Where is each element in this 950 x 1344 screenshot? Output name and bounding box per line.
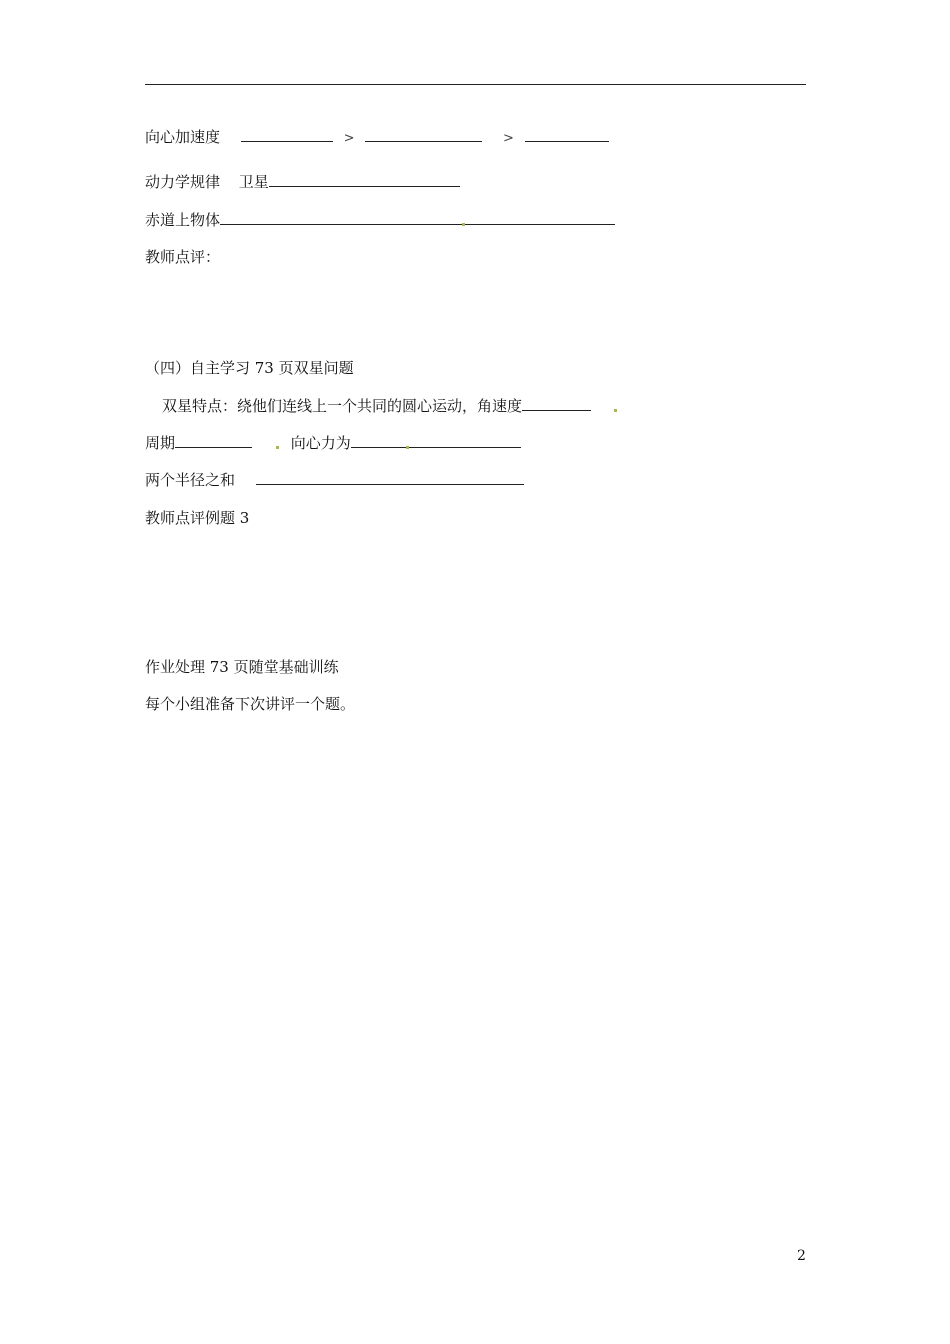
homework-line: 作业处理 73 页随堂基础训练: [145, 658, 339, 676]
section-4-title: （四）自主学习 73 页双星问题: [145, 359, 354, 377]
centripetal-acceleration-line: [145, 127, 609, 149]
centripetal-force-label: 向心力为: [290, 434, 351, 452]
equator-object-line: [145, 210, 615, 230]
blank-field[interactable]: [256, 470, 524, 485]
blank-field[interactable]: [525, 127, 609, 142]
blank-field[interactable]: [351, 433, 521, 448]
page-number: 2: [797, 1248, 806, 1264]
binary-star-features-line: [162, 396, 591, 416]
period-line: [145, 433, 521, 453]
group-task-line: 每个小组准备下次讲评一个题。: [145, 695, 356, 713]
marker-dot: [462, 223, 465, 226]
blank-field[interactable]: [365, 127, 482, 142]
blank-field[interactable]: [175, 433, 252, 448]
blank-field[interactable]: [269, 172, 460, 187]
marker-dot: [406, 446, 409, 449]
radius-sum-label: 两个半径之和: [145, 471, 236, 489]
blank-field[interactable]: [241, 127, 333, 142]
equator-object-label: 赤道上物体: [145, 211, 221, 229]
greater-than-sign: >: [503, 131, 514, 146]
teacher-comment: 教师点评：: [145, 248, 221, 266]
blank-field[interactable]: [522, 396, 591, 411]
centripetal-acceleration-label: 向心加速度: [145, 128, 221, 146]
header-rule: [145, 84, 806, 85]
teacher-example-comment: 教师点评例题 3: [145, 509, 250, 527]
blank-field[interactable]: [220, 210, 615, 225]
dynamics-label: 动力学规律: [145, 173, 221, 191]
greater-than-sign: >: [343, 131, 355, 146]
dynamics-line: [145, 172, 460, 192]
binary-star-features-label: 双星特点：绕他们连线上一个共同的圆心运动，角速度: [162, 397, 523, 415]
marker-dot: [276, 446, 279, 449]
radius-sum-line: [145, 470, 524, 490]
satellite-label: 卫星: [238, 173, 269, 191]
period-label: 周期: [145, 434, 176, 452]
marker-dot: [614, 409, 617, 412]
